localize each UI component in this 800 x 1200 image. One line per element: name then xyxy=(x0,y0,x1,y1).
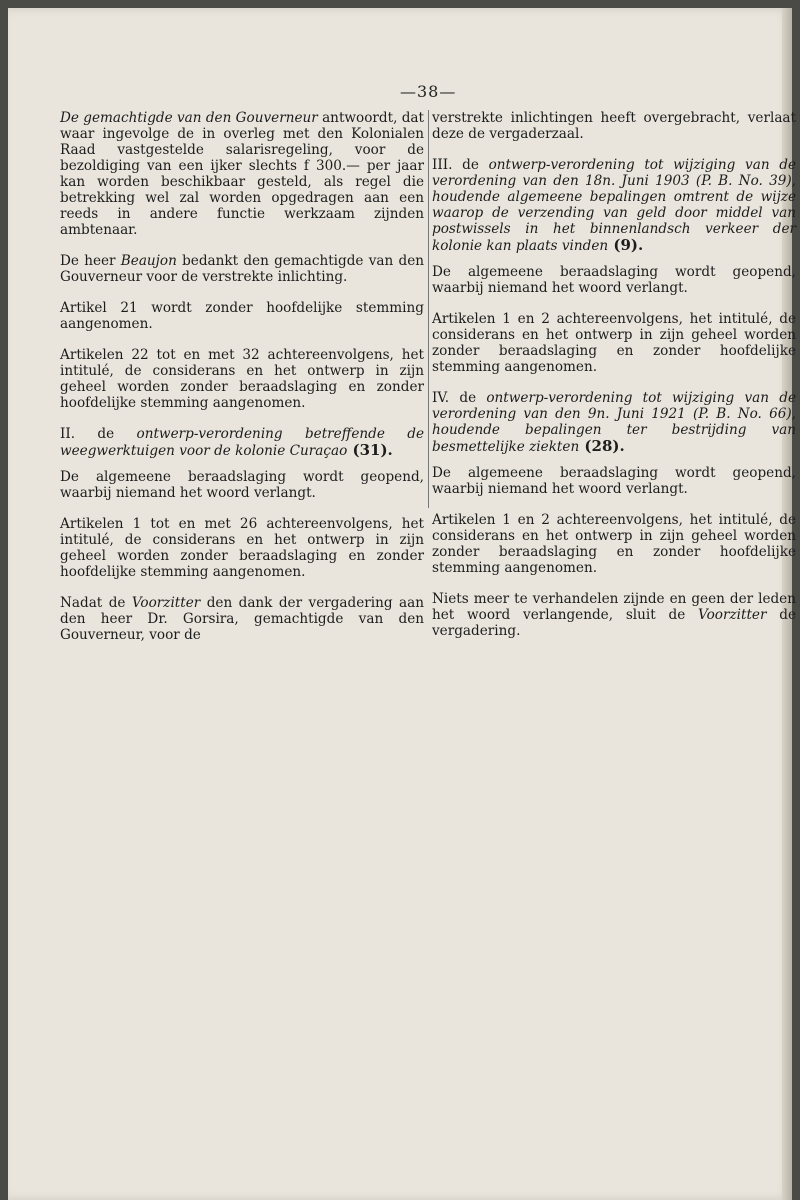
agenda-ref: (9). xyxy=(608,236,644,254)
page-number: —38— xyxy=(400,82,457,101)
paragraph-closing xyxy=(432,591,796,639)
speaker-title: Voorzitter xyxy=(698,607,767,623)
speaker-title: Voorzitter xyxy=(131,595,201,611)
paragraph-text: De heer xyxy=(60,253,121,269)
paragraph-gouverneur-answer xyxy=(60,110,424,238)
paragraph-text: antwoordt, dat waar ingevolge de in overleg met den Kolonialen Raad vastgestelde salarisregeling, voor de bezoldiging van een ijker slechts f 300.— per jaar kan worden beschikbaar gesteld, als regel die betrekking wel zal worden opgedragen aan een reeds in andere functie werkzaam zijnden ambtenaar. xyxy=(60,110,424,238)
paragraph-artikelen-1-2: Artikelen 1 en 2 achtereenvolgens, het intitulé, de considerans en het ontwerp in zijn geheel worden zonder beraadslaging en zonder hoofdelijke stemming aangenomen. xyxy=(432,311,796,375)
paragraph-general-debate: De algemeene beraadslaging wordt geopend, waarbij niemand het woord verlangt. xyxy=(432,465,796,497)
agenda-title: ontwerp-verordening betreffende de weegwerktuigen voor de kolonie Curaçao xyxy=(60,426,425,459)
column-divider xyxy=(428,110,429,508)
paragraph-text: den dank der vergadering aan den heer Dr. Gorsira, gemachtigde van den Gouverneur, voor de xyxy=(60,595,424,643)
agenda-number: II. de xyxy=(60,426,137,442)
agenda-item-iv xyxy=(432,390,796,455)
agenda-title: ontwerp-verordening tot wijziging van de verordening van den 18n. Juni 1903 (P. B. No. 39), houdende algemeene bepalingen omtrent de wijze waarop de verzending van geld door middel van postwissels in het binnenlandsch verkeer der kolonie kan plaats vinden xyxy=(432,157,797,254)
paragraph-text: Niets meer te verhandelen zijnde en geen der leden het woord verlangende, sluit de xyxy=(432,591,796,623)
agenda-ref: (28). xyxy=(579,437,625,455)
paragraph-general-debate: De algemeene beraadslaging wordt geopend, waarbij niemand het woord verlangt. xyxy=(60,469,424,501)
speaker-name: Beaujon xyxy=(120,253,177,269)
paragraph-beaujon-thanks xyxy=(60,253,424,285)
agenda-number: III. de xyxy=(432,157,489,173)
agenda-item-iii xyxy=(432,157,796,254)
agenda-item-ii xyxy=(60,426,424,459)
paragraph-text: de vergadering. xyxy=(432,607,796,639)
speaker-label: De gemachtigde van den Gouverneur xyxy=(60,110,318,126)
paragraph-voorzitter-thanks xyxy=(60,595,424,643)
paragraph-continuation: verstrekte inlichtingen heeft overgebracht, verlaat deze de vergaderzaal. xyxy=(432,110,796,142)
paragraph-artikelen-1-2: Artikelen 1 en 2 achtereenvolgens, het intitulé, de considerans en het ontwerp in zijn geheel worden zonder beraadslaging en zonder hoofdelijke stemming aangenomen. xyxy=(432,512,796,576)
left-column xyxy=(60,110,424,658)
paragraph-general-debate: De algemeene beraadslaging wordt geopend, waarbij niemand het woord verlangt. xyxy=(432,264,796,296)
paragraph-artikelen-1-26: Artikelen 1 tot en met 26 achtereenvolgens, het intitulé, de considerans en het ontwerp in zijn geheel worden zonder beraadslaging en zonder hoofdelijke stemming aangenomen. xyxy=(60,516,424,580)
agenda-ref: (31). xyxy=(347,441,393,459)
paragraph-artikelen-22-32: Artikelen 22 tot en met 32 achtereenvolgens, het intitulé, de considerans en het ontwerp in zijn geheel worden zonder beraadslaging en zonder hoofdelijke stemming aangenomen. xyxy=(60,347,424,411)
paragraph-text: bedankt den gemachtigde van den Gouverneur voor de verstrekte inlichting. xyxy=(60,253,424,285)
paragraph-text: Nadat de xyxy=(60,595,132,611)
document-page xyxy=(8,8,797,1200)
agenda-title: ontwerp-verordening tot wijziging van de verordening van den 9n. Juni 1921 (P. B. No. 66), houdende bepalingen ter bestrijding van besmettelijke ziekten xyxy=(432,390,796,455)
agenda-number: IV. de xyxy=(432,390,487,406)
right-column xyxy=(432,110,796,654)
paragraph-artikel-21: Artikel 21 wordt zonder hoofdelijke stemming aangenomen. xyxy=(60,300,424,332)
